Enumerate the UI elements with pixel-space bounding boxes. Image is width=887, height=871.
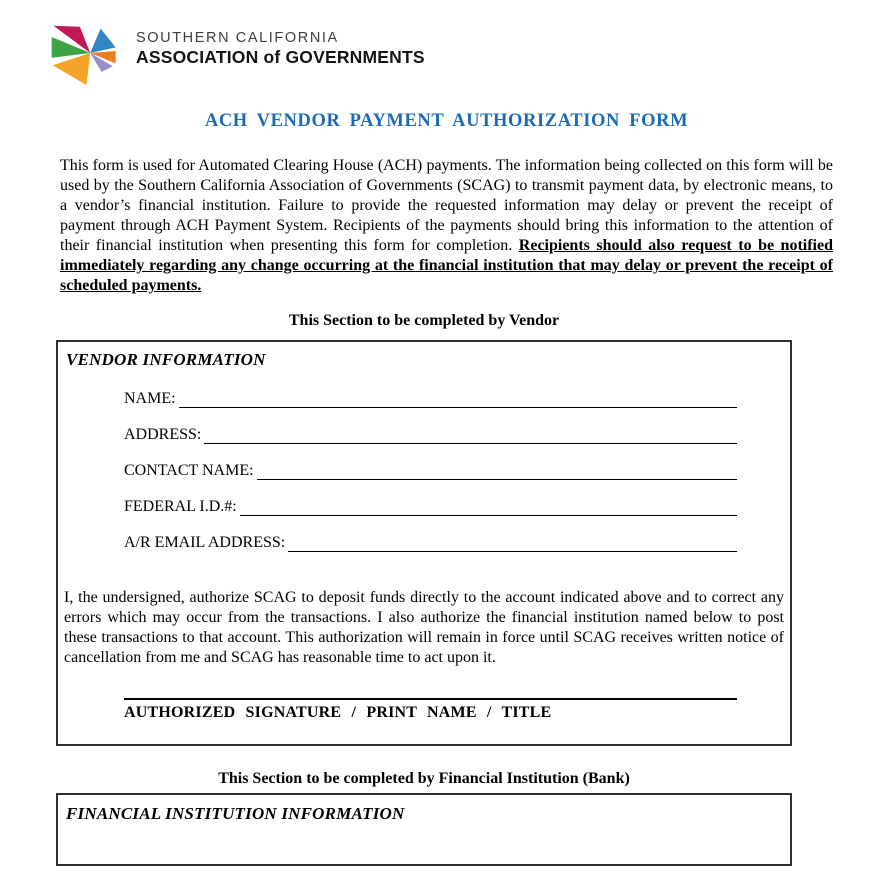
field-row-name [124,390,737,408]
vendor-section-heading: This Section to be completed by Vendor [288,312,560,329]
field-row-contact-name [124,462,737,480]
ar-email-label: A/R EMAIL ADDRESS: [124,534,286,551]
scag-wordmark [136,22,425,67]
intro-notice-text: Recipients should also request to be notified immediately regarding any change occurring at the financial institution that may delay or prevent the receipt of scheduled payments. [60,237,834,294]
address-fill-line [204,427,737,444]
name-fill-line [179,391,737,408]
authorization-paragraph: I, the undersigned, authorize SCAG to deposit funds directly to the account indicated above and to correct any errors which may occur from the transactions. I also authorize the financial institution named below to post these transactions to that account. This authorization will remain in force until SCAG receives written notice of cancellation from me and SCAG has reasonable time to act upon it. [64,589,784,666]
scag-wordmark-line1: SOUTHERN CALIFORNIA [136,30,339,46]
vendor-box-title: VENDOR INFORMATION [66,350,266,369]
field-row-ar-email [124,534,737,552]
address-label: ADDRESS: [124,426,202,443]
ar-email-fill-line [288,535,737,552]
federal-id-label: FEDERAL I.D.#: [124,498,237,515]
field-row-address [124,426,737,444]
bank-section-heading: This Section to be completed by Financial Institution (Bank) [218,770,630,787]
field-row-federal-id [124,498,737,516]
scag-wordmark-line2: ASSOCIATION of GOVERNMENTS [136,47,425,67]
name-label: NAME: [124,390,176,407]
intro-text: This form is used for Automated Clearing House (ACH) payments. The information being collected on this form will be used by the Southern California Association of Governments (SCAG) to transmit payment data, by electronic means, to a vendor’s financial institution. Failure to provide the requested information may delay or prevent the receipt of payment through ACH Payment System. Recipients of the payments should bring this information to the attention of their financial institution when presenting this form for completion. [60,157,833,254]
contact-name-fill-line [257,463,737,480]
pinwheel-amber-triangle [53,53,91,85]
pinwheel-blue-triangle [90,29,115,53]
federal-id-fill-line [240,499,737,516]
scag-pinwheel-icon [50,22,122,86]
form-title: ACH VENDOR PAYMENT AUTHORIZATION FORM [204,111,689,131]
signature-block [124,698,737,722]
scag-logo [0,0,887,86]
financial-institution-box [56,793,792,866]
contact-name-label: CONTACT NAME: [124,462,254,479]
signature-label: AUTHORIZED SIGNATURE / PRINT NAME / TITLE [124,704,552,721]
vendor-information-box [56,340,792,746]
financial-box-title: FINANCIAL INSTITUTION INFORMATION [66,804,405,823]
intro-paragraph [60,156,833,296]
